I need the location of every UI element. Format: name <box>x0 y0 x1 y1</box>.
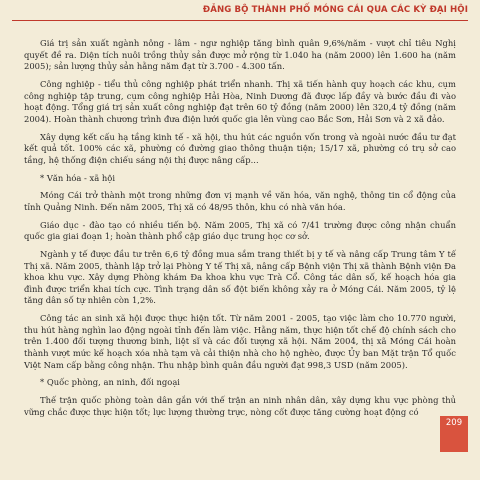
page-header <box>0 0 480 36</box>
paragraph: Xây dựng kết cấu hạ tầng kinh tế - xã hội, thu hút các nguồn vốn trong và ngoài nước đầu tư đạt kết quả tốt. 100% các xã, phường có đường giao thông thuận tiện; 15/17 xã, phường có trụ sở cao tầng, hệ thống điện chiếu sáng nội thị được nâng cấp... <box>24 131 456 165</box>
section-heading: * Văn hóa - xã hội <box>40 172 116 183</box>
paragraph: Móng Cái trở thành một trong những đơn vị mạnh về văn hóa, văn nghệ, thông tin cổ động của tỉnh Quảng Ninh. Đến năm 2005, Thị xã có 48/95 thôn, khu có nhà văn hóa. <box>24 190 456 212</box>
paragraph: Thế trận quốc phòng toàn dân gắn với thế trận an ninh nhân dân, xây dựng khu vực phòng thủ vững chắc được thực hiện tốt; lực lượng thường trực, nòng cốt được tăng cường hoạt động có <box>24 395 456 417</box>
running-header-title: ĐẢNG BỘ THÀNH PHỐ MÓNG CÁI QUA CÁC KỲ ĐẠI HỘI <box>202 5 468 15</box>
paragraph: Ngành y tế được đầu tư trên 6,6 tỷ đồng mua sắm trang thiết bị y tế và nâng cấp Trung tâm Y tế Thị xã. Năm 2005, thành lập trở lại Phòng Y tế Thị xã, nâng cấp Bệnh viện Thị xã thành Bệnh viện Đa khoa khu vực. Xây dựng Phòng khám Đa khoa khu vực Trà Cổ. Công tác dân số, kế hoạch hóa gia đình được triển khai tích cực. Tình trạng dân số đột biến không xảy ra ở Móng Cái. Năm 2005, tỷ lệ tăng dân số tự nhiên còn 1,2%. <box>24 249 456 306</box>
paragraph: Giáo dục - đào tạo có nhiều tiến bộ. Năm 2005, Thị xã có 7/41 trường được công nhận chuẩn quốc gia giai đoạn 1; hoàn thành phổ cập giáo dục trung học cơ sở. <box>24 219 456 242</box>
paragraph: Công nghiệp - tiểu thủ công nghiệp phát triển nhanh. Thị xã tiến hành quy hoạch các khu, cụm công nghiệp tập trung, cụm công nghiệp Hải Hòa, Ninh Dương đã được lấp đầy và bước đầu đi vào hoạt động. Tổng giá trị sản xuất công nghiệp đạt trên 60 tỷ đồng (năm 2000) lên 320,4 tỷ đồng (năm 2004). Hoàn thành chương trình đưa điện lưới quốc gia lên vùng cao Bắc Sơn, Hải Sơn và 2 xã đảo. <box>24 78 456 124</box>
section-heading: * Quốc phòng, an ninh, đối ngoại <box>40 377 180 388</box>
paragraph: Giá trị sản xuất ngành nông - lâm - ngư nghiệp tăng bình quân 9,6%/năm - vượt chỉ tiêu Nghị quyết đề ra. Diện tích nuôi trồng thủy sản được mở rộng từ 1.040 ha (năm 2000) lên 1.600 ha (năm 2005); sản lượng thủy sản hằng năm đạt từ 3.700 - 4.300 tấn. <box>24 38 456 72</box>
body-text <box>24 38 456 425</box>
paragraph: Công tác an sinh xã hội được thực hiện tốt. Từ năm 2001 - 2005, tạo việc làm cho 10.770 người, thu hút hàng nghìn lao động ngoài tỉnh đến làm việc. Hằng năm, thực hiện tốt chế độ chính sách cho trên 1.400 đối tượng thương binh, liệt sĩ và các đối tượng xã hội. Năm 2004, thị xã Móng Cái hoàn thành vượt mức kế hoạch xóa nhà tạm và cải thiện nhà cho hộ nghèo, được Ủy ban Mặt trận Tổ quốc Việt Nam cấp bằng công nhận. Thu nhập bình quân đầu người đạt 998,3 USD (năm 2005). <box>24 313 456 370</box>
page-number: 209 <box>445 418 463 428</box>
page-number-tab <box>440 416 468 452</box>
header-divider <box>12 20 468 21</box>
